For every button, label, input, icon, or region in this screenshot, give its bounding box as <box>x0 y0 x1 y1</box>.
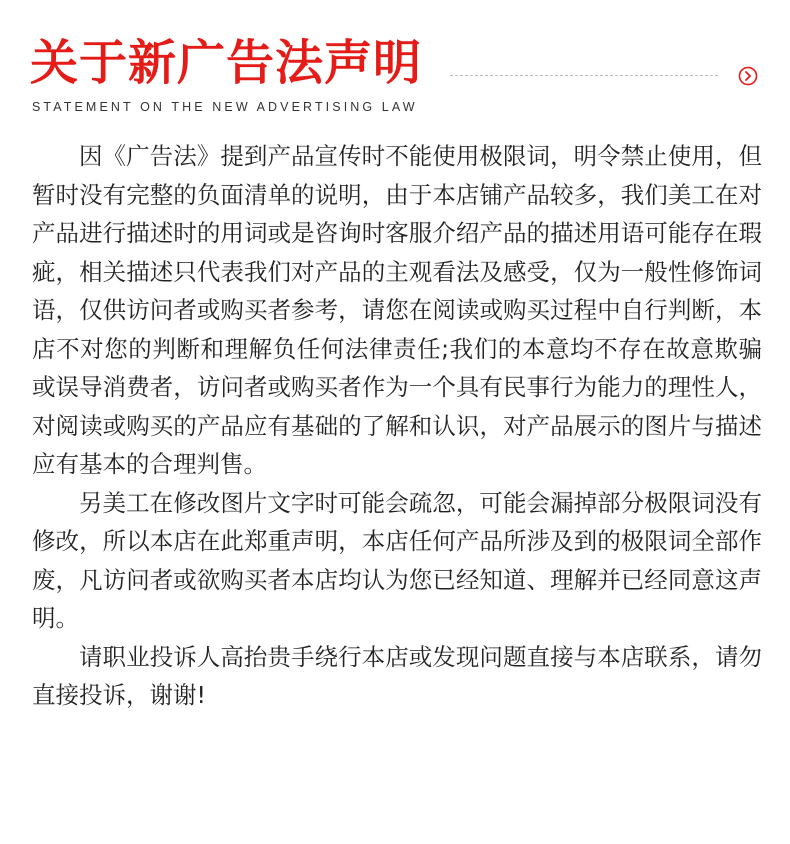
chevron-right-circle-icon[interactable] <box>738 66 758 86</box>
statement-paragraph-2: 另美工在修改图片文字时可能会疏忽，可能会漏掉部分极限词没有修改，所以本店在此郑重声明，本店任何产品所涉及到的极限词全部作废，凡访问者或欲购买者本店均认为您已经知道、理解并已经同意这声明。 <box>32 488 762 632</box>
dashed-divider <box>450 75 718 76</box>
statement-header <box>30 30 770 120</box>
statement-body <box>32 137 762 715</box>
statement-paragraph-1: 因《广告法》提到产品宣传时不能使用极限词，明令禁止使用，但暂时没有完整的负面清单的说明，由于本店铺产品较多，我们美工在对产品进行描述时的用词或是咨询时客服介绍产品的描述用语可能存在瑕疵，相关描述只代表我们对产品的主观看法及感受，仅为一般性修饰词语，仅供访问者或购买者参考，请您在阅读或购买过程中自行判断，本店不对您的判断和理解负任何法律责任;我们的本意均不存在故意欺骗或误导消费者，访问者或购买者作为一个具有民事行为能力的理性人，对阅读或购买的产品应有基础的了解和认识，对产品展示的图片与描述应有基本的合理判售。 <box>32 142 762 478</box>
page-subtitle: STATEMENT ON THE NEW ADVERTISING LAW <box>32 100 418 114</box>
page-title: 关于新广告法声明 <box>30 35 423 91</box>
statement-paragraph-3: 请职业投诉人高抬贵手绕行本店或发现问题直接与本店联系，请勿直接投诉，谢谢! <box>32 642 762 709</box>
